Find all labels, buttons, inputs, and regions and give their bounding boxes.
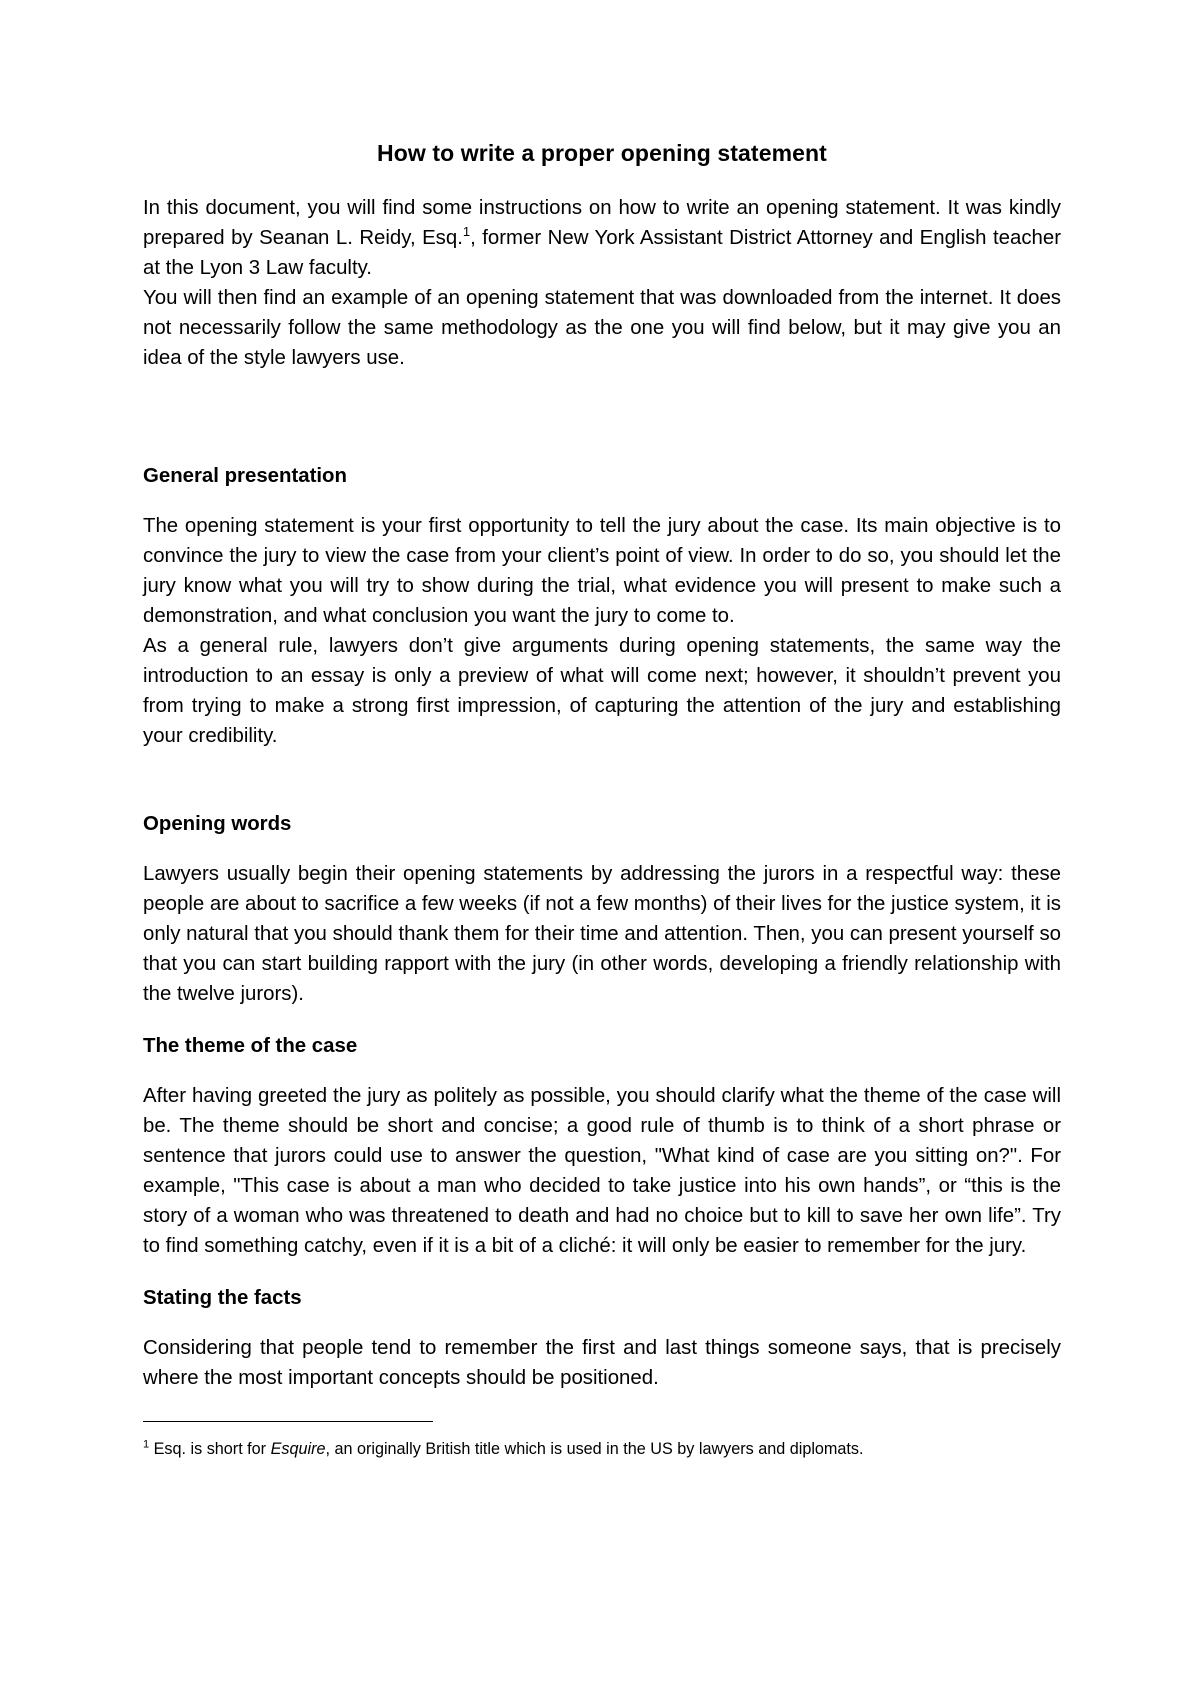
facts-paragraph: Considering that people tend to remember the first and last things someone says, that is precisely where the most important concepts should be positioned.	[143, 1337, 1061, 1389]
intro-paragraph-2: You will then find an example of an opening statement that was downloaded from the internet. It does not necessarily follow the same methodology as the one you will find below, but it may give you an idea of the style lawyers use.	[143, 287, 1061, 369]
section-heading-stating-facts: Stating the facts	[143, 1287, 302, 1309]
spacer	[143, 1261, 1061, 1283]
intro-paragraph-1	[143, 193, 1061, 283]
section-heading-opening-words: Opening words	[143, 813, 292, 835]
intro-text-b: , former New York Assistant District Attorney and English teacher at the Lyon 3 Law faculty.	[143, 227, 1061, 279]
document-title: How to write a proper opening statement	[377, 140, 827, 166]
spacer	[143, 373, 1061, 461]
intro-text-a: In this document, you will find some instructions on how to write an opening statement. It was kindly prepared by Seanan L. Reidy, Esq.	[143, 197, 1061, 249]
general-paragraph-2: As a general rule, lawyers don’t give arguments during opening statements, the same way the introduction to an essay is only a preview of what will come next; however, it shouldn’t prevent you from trying to make a strong first impression, of capturing the attention of the jury and establishing your credibility.	[143, 635, 1061, 747]
footnote-separator	[143, 1421, 433, 1422]
document-page	[143, 140, 1061, 1476]
footnote-text-b: , an originally British title which is used in the US by lawyers and diplomats.	[325, 1440, 864, 1459]
section-heading-theme-of-case: The theme of the case	[143, 1035, 358, 1057]
spacer	[143, 1061, 1061, 1081]
footnote	[143, 1438, 1061, 1460]
spacer	[143, 1009, 1061, 1031]
spacer	[143, 839, 1061, 859]
section-heading-general-presentation: General presentation	[143, 465, 347, 487]
opening-words-paragraph: Lawyers usually begin their opening statements by addressing the jurors in a respectful way: these people are about to sacrifice a few weeks (if not a few months) of their lives for the justice system, it is only natural that you should thank them for their time and attention. Then, you can present yourself so that you can start building rapport with the jury (in other words, developing a friendly relationship with the twelve jurors).	[143, 863, 1061, 1005]
footnote-reference[interactable]: 1	[462, 224, 471, 240]
spacer	[143, 491, 1061, 511]
footnote-italic-term: Esquire	[270, 1440, 326, 1459]
footnote-number: 1	[143, 1438, 150, 1451]
spacer	[143, 1313, 1061, 1333]
theme-paragraph: After having greeted the jury as politely as possible, you should clarify what the theme of the case will be. The theme should be short and concise; a good rule of thumb is to think of a short phrase or sentence that jurors could use to answer the question, "What kind of case are you sitting on?". For example, "This case is about a man who decided to take justice into his own hands”, or “this is the story of a woman who was threatened to death and had no choice but to kill to save her own life”. Try to find something catchy, even if it is a bit of a cliché: it will only be easier to remember for the jury.	[143, 1085, 1061, 1257]
general-paragraph-1: The opening statement is your first opportunity to tell the jury about the case. Its main objective is to convince the jury to view the case from your client’s point of view. In order to do so, you should let the jury know what you will try to show during the trial, what evidence you will present to make such a demonstration, and what conclusion you want the jury to come to.	[143, 515, 1061, 627]
footnote-text-a: Esq. is short for	[149, 1440, 271, 1459]
spacer	[143, 751, 1061, 809]
